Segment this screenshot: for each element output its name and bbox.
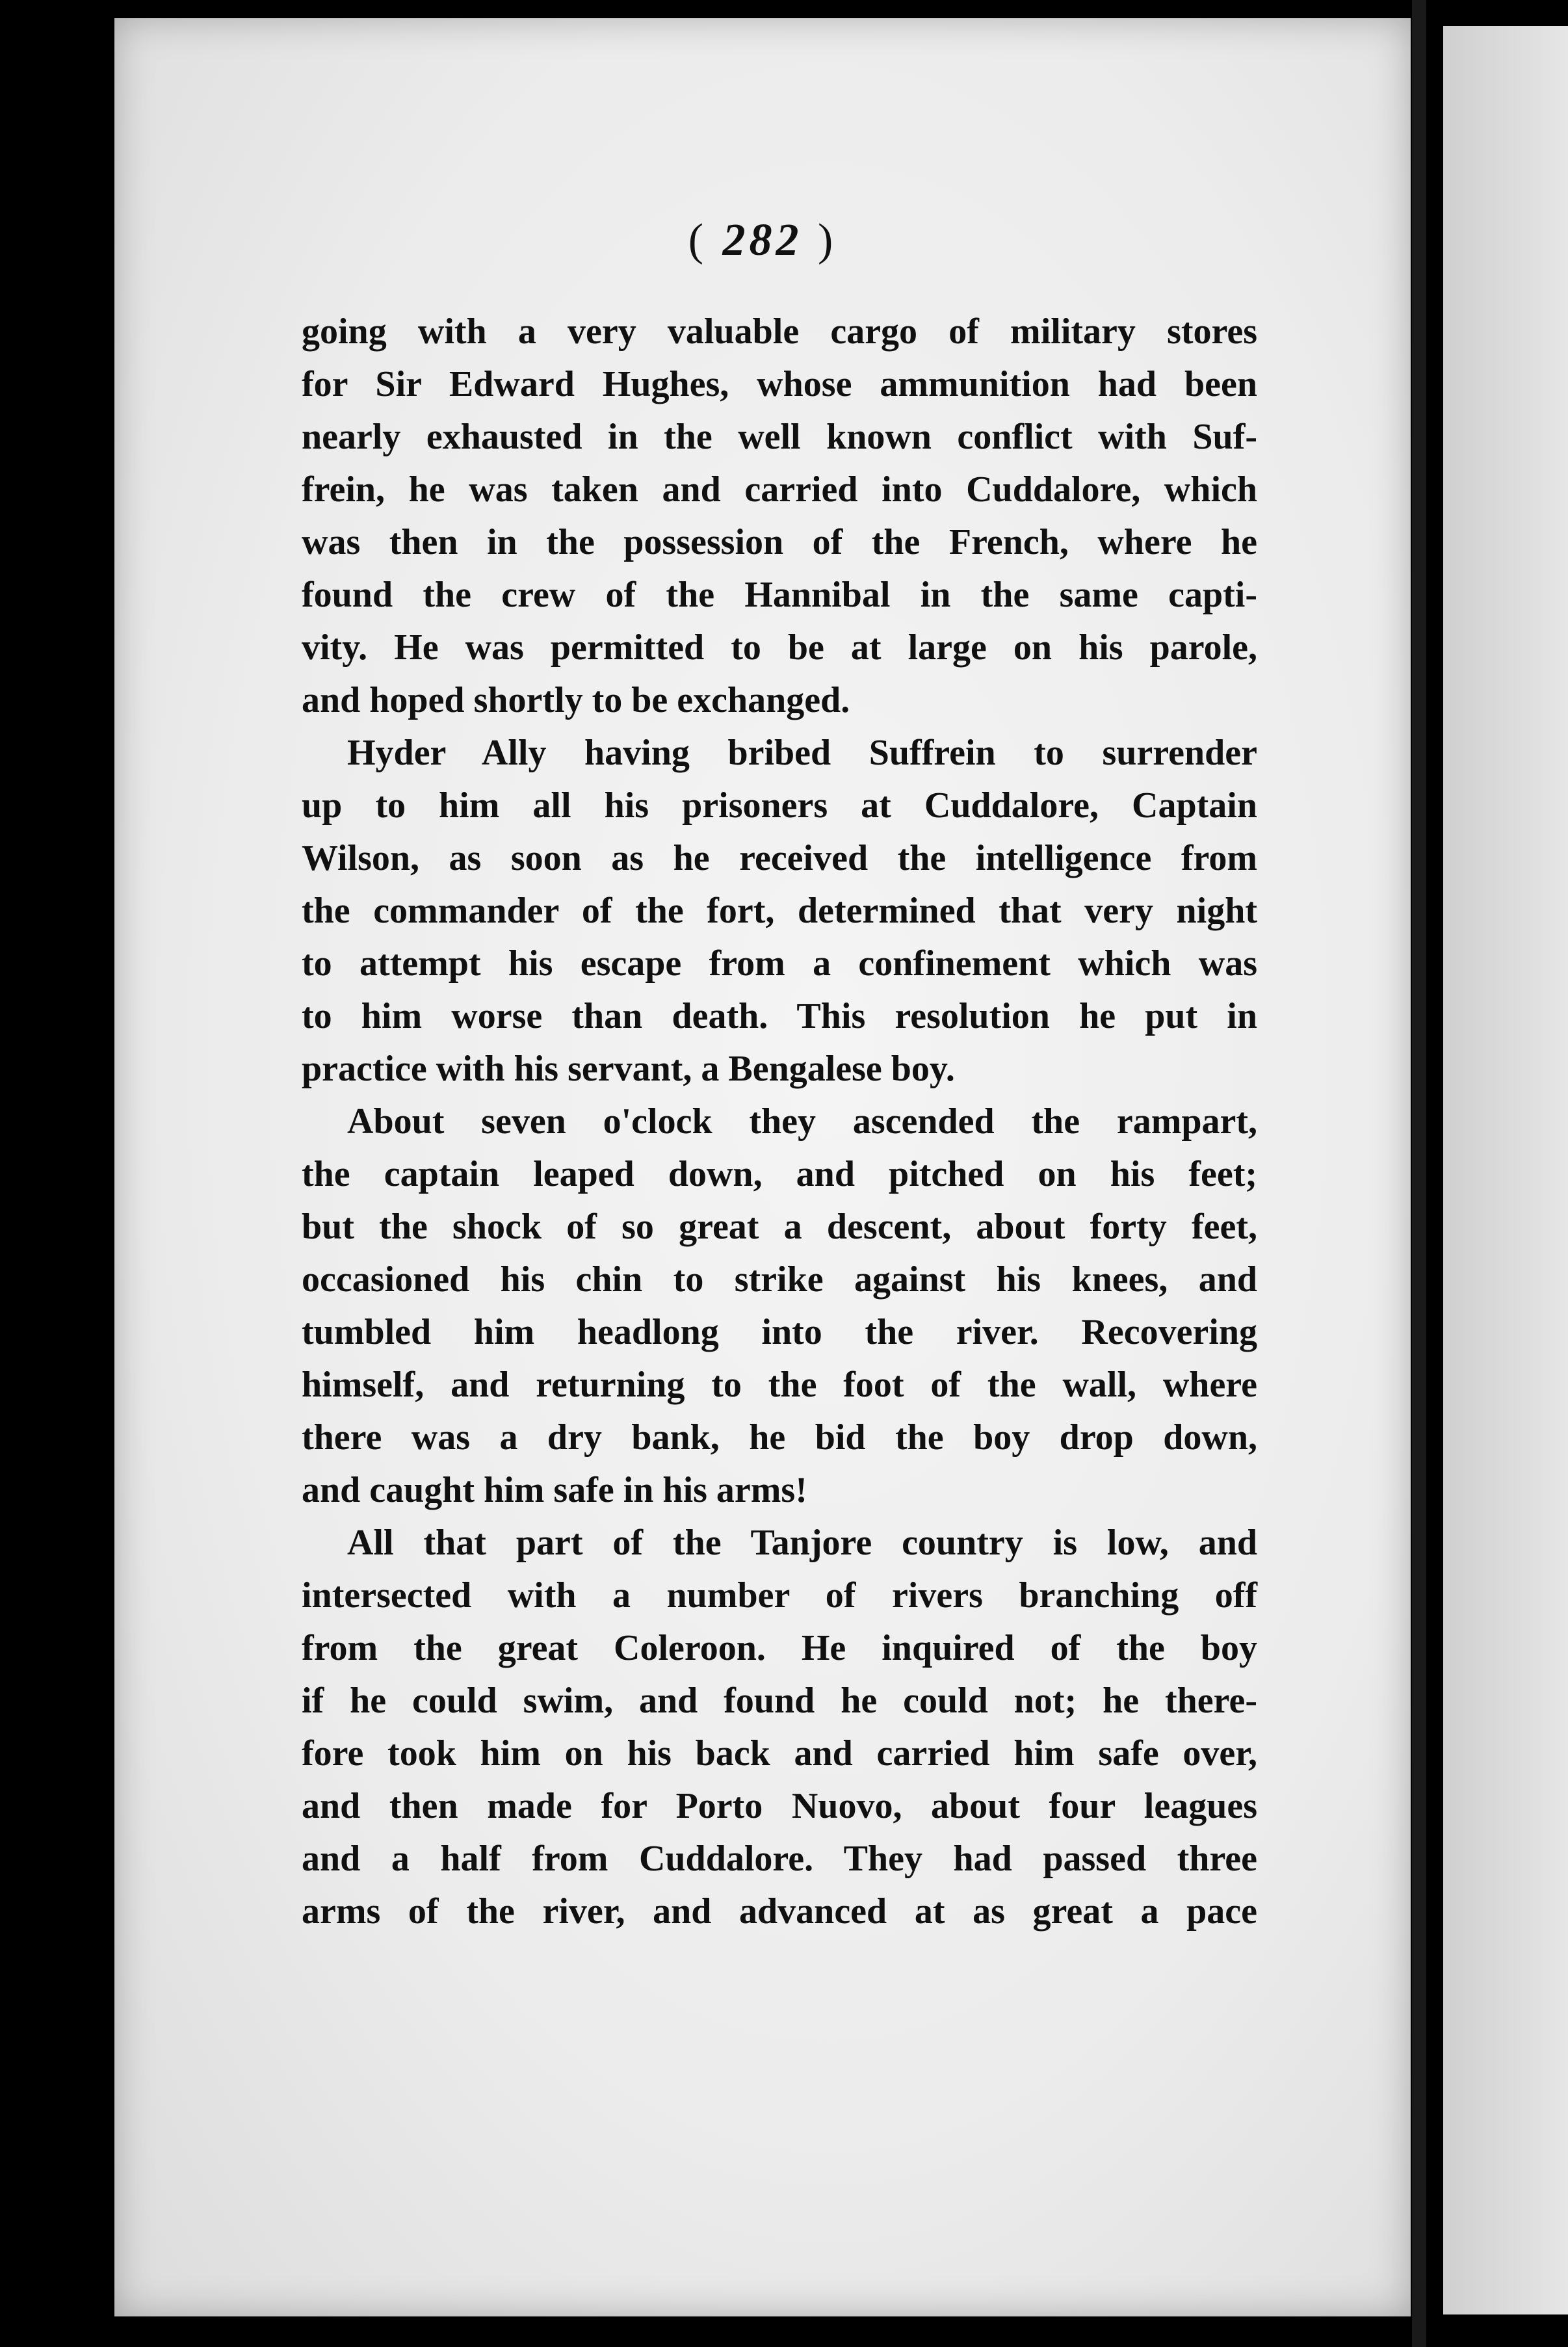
text-line: Wilson, as soon as he received the intelligence from [302,838,1257,878]
text-line: arms of the river, and advanced at as great a pace [302,1891,1257,1932]
text-line: if he could swim, and found he could not; he there- [302,1681,1257,1721]
text-line: there was a dry bank, he bid the boy drop down, [302,1417,1257,1458]
text-line: intersected with a number of rivers branching off [302,1575,1257,1616]
text-line: frein, he was taken and carried into Cuddalore, which [302,469,1257,510]
text-line: and hoped shortly to be exchanged. [302,680,850,720]
text-line: for Sir Edward Hughes, whose ammunition had been [302,364,1257,404]
text-line: to attempt his escape from a confinement which was [302,943,1257,984]
page-number [114,215,1411,267]
text-line: All that part of the Tanjore country is low, and [347,1523,1257,1563]
text-line: to him worse than death. This resolution he put in [302,996,1257,1036]
body-text [302,306,1257,1938]
text-line: tumbled him headlong into the river. Recovering [302,1312,1257,1352]
text-line: About seven o'clock they ascended the rampart, [347,1101,1257,1142]
text-line: fore took him on his back and carried him safe over, [302,1733,1257,1774]
text-line: found the crew of the Hannibal in the same capti- [302,575,1257,615]
page-number-value: 282 [722,215,803,265]
text-line: Hyder Ally having bribed Suffrein to surrender [347,733,1257,773]
text-line: occasioned his chin to strike against his knees, and [302,1259,1257,1300]
page-number-open-paren: ( [688,215,707,265]
text-line: and caught him safe in his arms! [302,1470,807,1510]
text-line: nearly exhausted in the well known conflict with Suf- [302,417,1257,457]
text-line: and then made for Porto Nuovo, about four leagues [302,1786,1257,1826]
text-line: and a half from Cuddalore. They had passed three [302,1839,1257,1879]
text-line: the commander of the fort, determined that very night [302,891,1257,931]
text-line: from the great Coleroon. He inquired of the boy [302,1628,1257,1668]
text-line: going with a very valuable cargo of military stores [302,311,1257,352]
text-line: vity. He was permitted to be at large on his parole, [302,627,1257,668]
text-line: up to him all his prisoners at Cuddalore, Captain [302,785,1257,826]
adjacent-page-edge [1443,26,1568,2314]
page-gutter [1412,0,1426,2347]
page-number-close-paren: ) [818,215,837,265]
text-line: practice with his servant, a Bengalese boy. [302,1049,955,1089]
text-line: was then in the possession of the French, where he [302,522,1257,562]
text-line: himself, and returning to the foot of the wall, where [302,1365,1257,1405]
text-line: the captain leaped down, and pitched on his feet; [302,1154,1257,1194]
text-line: but the shock of so great a descent, about forty feet, [302,1207,1257,1247]
